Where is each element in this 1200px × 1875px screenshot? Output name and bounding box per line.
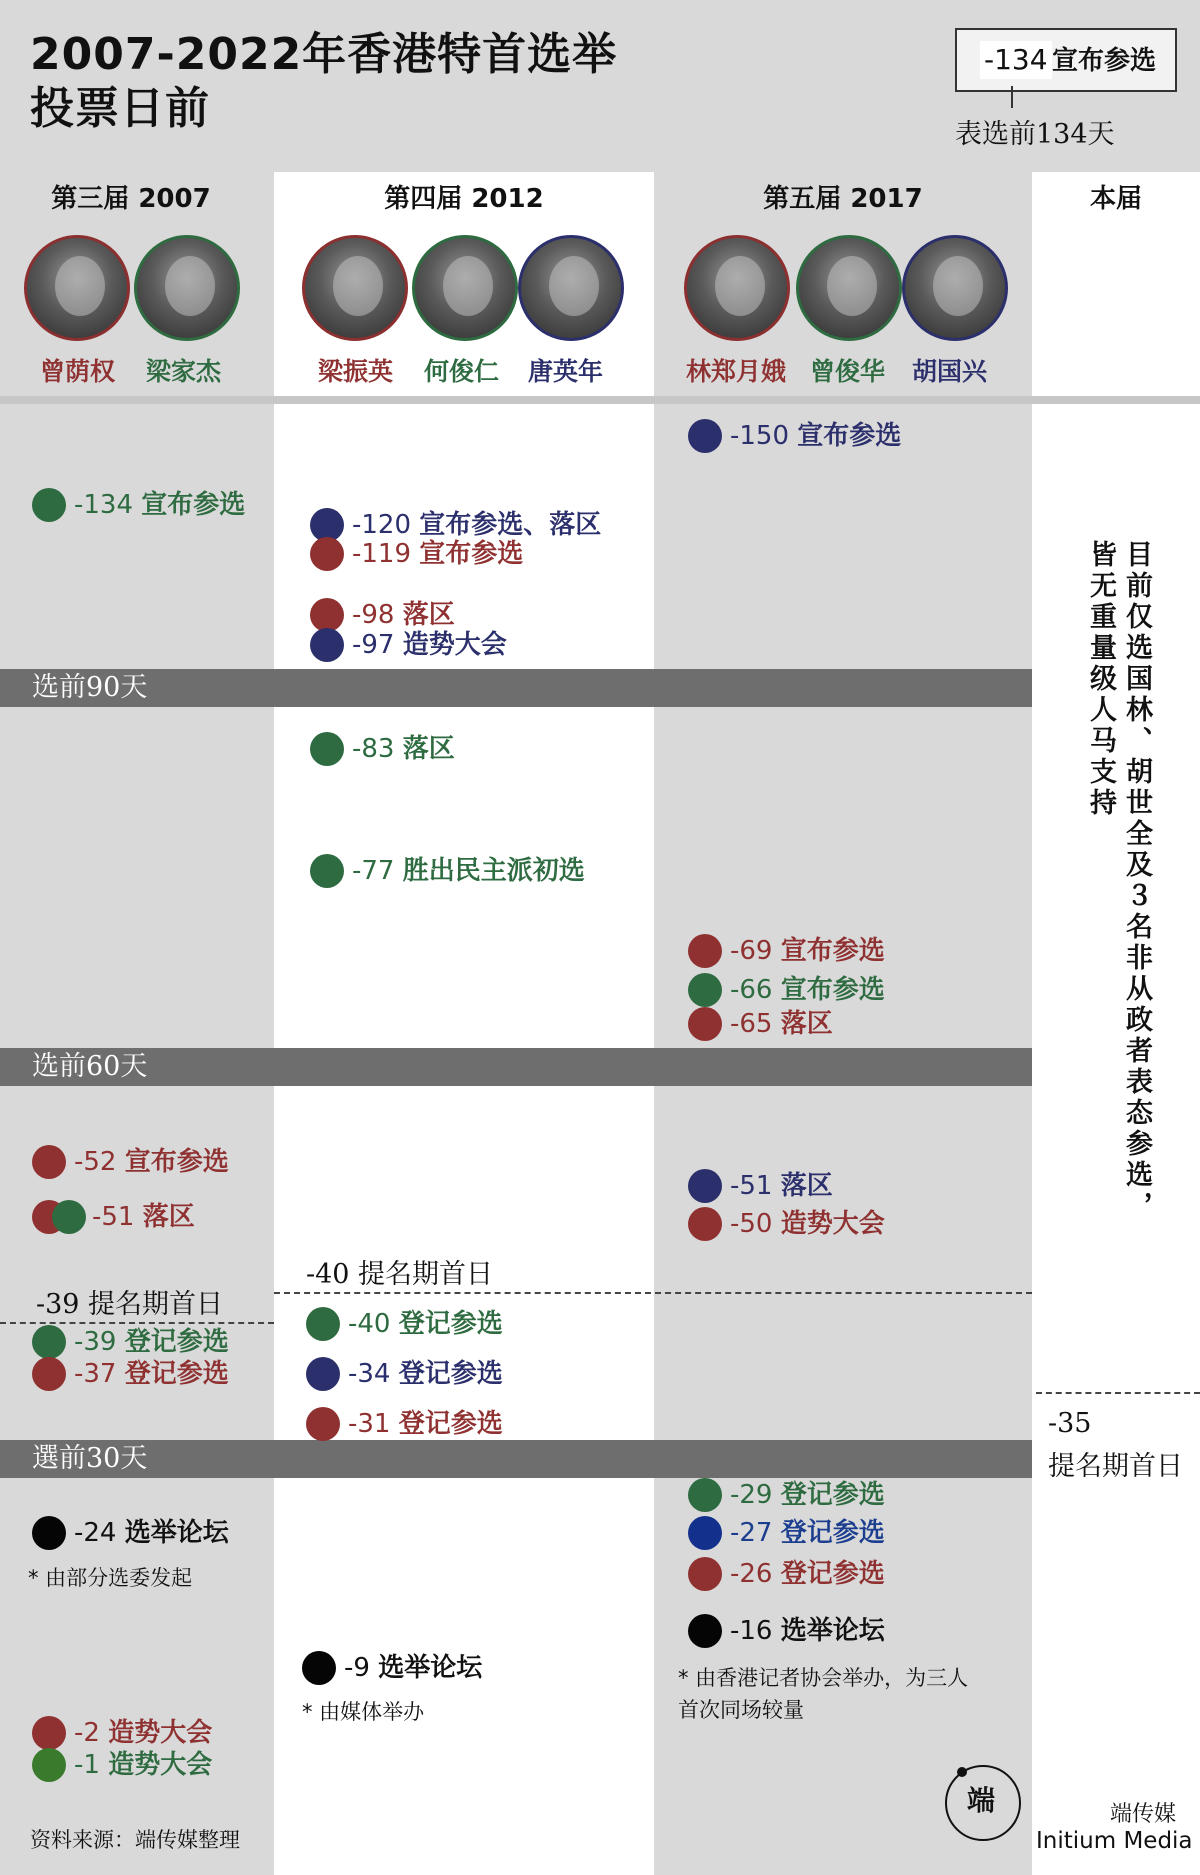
- logo-dot: [957, 1767, 967, 1777]
- event-label: -65 落区: [730, 1009, 833, 1039]
- candidate-name: 何俊仁: [424, 357, 500, 386]
- event-dot: [310, 628, 344, 662]
- candidate-name: 曾俊华: [810, 357, 886, 386]
- event-label: -66 宣布参选: [730, 975, 885, 1005]
- event-dot: [302, 1651, 336, 1685]
- event-dot: [306, 1357, 340, 1391]
- event-label: -51 落区: [92, 1202, 195, 1232]
- nomination-number-2022: -35: [1048, 1408, 1092, 1439]
- column-2022-background: [1032, 172, 1200, 1875]
- event-dot: [32, 1325, 66, 1359]
- event-label: -26 登记参选: [730, 1559, 885, 1589]
- nomination-label-2022: 提名期首日: [1048, 1451, 1183, 1482]
- legend-number: -134: [980, 41, 1052, 79]
- candidate-name: 梁家杰: [146, 357, 222, 386]
- current-status-text: 目前仅选国林、胡世全及３名非从政者表态参选，: [1121, 540, 1152, 1222]
- nomination-line-2022: [1036, 1392, 1200, 1394]
- footnote: * 由媒体举办: [302, 1700, 425, 1724]
- page-title: 2007-2022年香港特首选举 投票日前: [30, 29, 618, 134]
- event-dot: [688, 1007, 722, 1041]
- band-30-days: 選前30天: [0, 1440, 1032, 1478]
- column-header-2012: 第四届 2012: [384, 184, 544, 214]
- column-2012-background: [274, 172, 654, 1875]
- footnote: * 由部分选委发起: [28, 1566, 193, 1590]
- event-dot: [688, 973, 722, 1007]
- event-label: -9 选举论坛: [344, 1653, 483, 1683]
- event-dot: [310, 537, 344, 571]
- event-label: -27 登记参选: [730, 1518, 885, 1548]
- source-note: 资料来源：端传媒整理: [30, 1828, 240, 1852]
- event-dot: [688, 1169, 722, 1203]
- nomination-line-2012: [274, 1292, 1032, 1294]
- event-label: -98 落区: [352, 600, 455, 630]
- event-dot: [32, 488, 66, 522]
- header-divider: [0, 396, 1200, 404]
- event-dot: [688, 1614, 722, 1648]
- event-dot: [306, 1407, 340, 1441]
- band-60-days: 选前60天: [0, 1048, 1032, 1086]
- legend-label: 宣布参选: [1052, 46, 1157, 76]
- candidate-photo-carrie-lam: [684, 235, 790, 341]
- event-dot: [688, 934, 722, 968]
- event-label: -51 落区: [730, 1171, 833, 1201]
- event-label: -77 胜出民主派初选: [352, 856, 585, 886]
- event-label: -24 选举论坛: [74, 1518, 229, 1548]
- candidate-photo-albert-ho: [412, 235, 518, 341]
- candidate-name: 胡国兴: [912, 357, 988, 386]
- candidate-photo-tsang-yam-kuen: [24, 235, 130, 341]
- event-dot: [32, 1516, 66, 1550]
- legend-note: 表选前134天: [955, 119, 1115, 150]
- event-label: -150 宣布参选: [730, 421, 902, 451]
- candidate-name: 梁振英: [318, 357, 394, 386]
- event-dot: [688, 419, 722, 453]
- candidate-photo-john-tsang: [796, 235, 902, 341]
- nomination-label-2012: -40 提名期首日: [306, 1259, 494, 1290]
- footnote: * 由香港记者协会举办，为三人: [678, 1666, 969, 1690]
- candidate-name: 唐英年: [528, 357, 604, 386]
- event-label: -97 造势大会: [352, 630, 507, 660]
- logo-glyph: 端: [966, 1784, 995, 1817]
- nomination-line-2007: [0, 1322, 274, 1324]
- event-label: -16 选举论坛: [730, 1616, 885, 1646]
- current-status-text: 皆无重量级人马支持: [1085, 540, 1116, 819]
- legend-pointer: [1011, 86, 1013, 108]
- event-label: -2 造势大会: [74, 1718, 213, 1748]
- event-label: -69 宣布参选: [730, 936, 885, 966]
- event-dot: [310, 854, 344, 888]
- candidate-name: 林郑月娥: [686, 357, 787, 386]
- event-label: -1 造势大会: [74, 1750, 213, 1780]
- column-header-2017: 第五届 2017: [763, 184, 923, 214]
- candidate-name: 曾荫权: [40, 357, 116, 386]
- event-label: -37 登记参选: [74, 1359, 229, 1389]
- event-dot: [688, 1478, 722, 1512]
- brand-name-en: Initium Media: [1036, 1828, 1193, 1854]
- column-header-current: 本届: [1089, 184, 1142, 214]
- event-dot: [310, 732, 344, 766]
- column-header-2007: 第三届 2007: [51, 184, 211, 214]
- footnote: 首次同场较量: [678, 1698, 804, 1722]
- event-label: -134 宣布参选: [74, 490, 246, 520]
- event-dot: [688, 1207, 722, 1241]
- event-label: -34 登记参选: [348, 1359, 503, 1389]
- candidate-photo-henry-tang: [518, 235, 624, 341]
- event-label: -50 造势大会: [730, 1209, 885, 1239]
- band-90-days: 选前90天: [0, 669, 1032, 707]
- event-dot: [310, 598, 344, 632]
- candidate-photo-woo-kwok-hing: [902, 235, 1008, 341]
- event-dot: [32, 1145, 66, 1179]
- event-label: -40 登记参选: [348, 1309, 503, 1339]
- event-dot: [32, 1357, 66, 1391]
- event-label: -120 宣布参选、落区: [352, 510, 602, 540]
- event-dot: [32, 1716, 66, 1750]
- event-label: -52 宣布参选: [74, 1147, 229, 1177]
- event-label: -83 落区: [352, 734, 455, 764]
- candidate-photo-leung-chun-ying: [302, 235, 408, 341]
- event-dot: [32, 1748, 66, 1782]
- event-dot: [688, 1516, 722, 1550]
- candidate-photo-alan-leong: [134, 235, 240, 341]
- event-label: -39 登记参选: [74, 1327, 229, 1357]
- nomination-label-2007: -39 提名期首日: [36, 1289, 224, 1320]
- event-label: -31 登记参选: [348, 1409, 503, 1439]
- event-dot: [688, 1557, 722, 1591]
- event-label: -119 宣布参选: [352, 539, 524, 569]
- event-label: -29 登记参选: [730, 1480, 885, 1510]
- event-dot: [306, 1307, 340, 1341]
- brand-name-cn: 端传媒: [1110, 1802, 1177, 1827]
- event-dot: [52, 1200, 86, 1234]
